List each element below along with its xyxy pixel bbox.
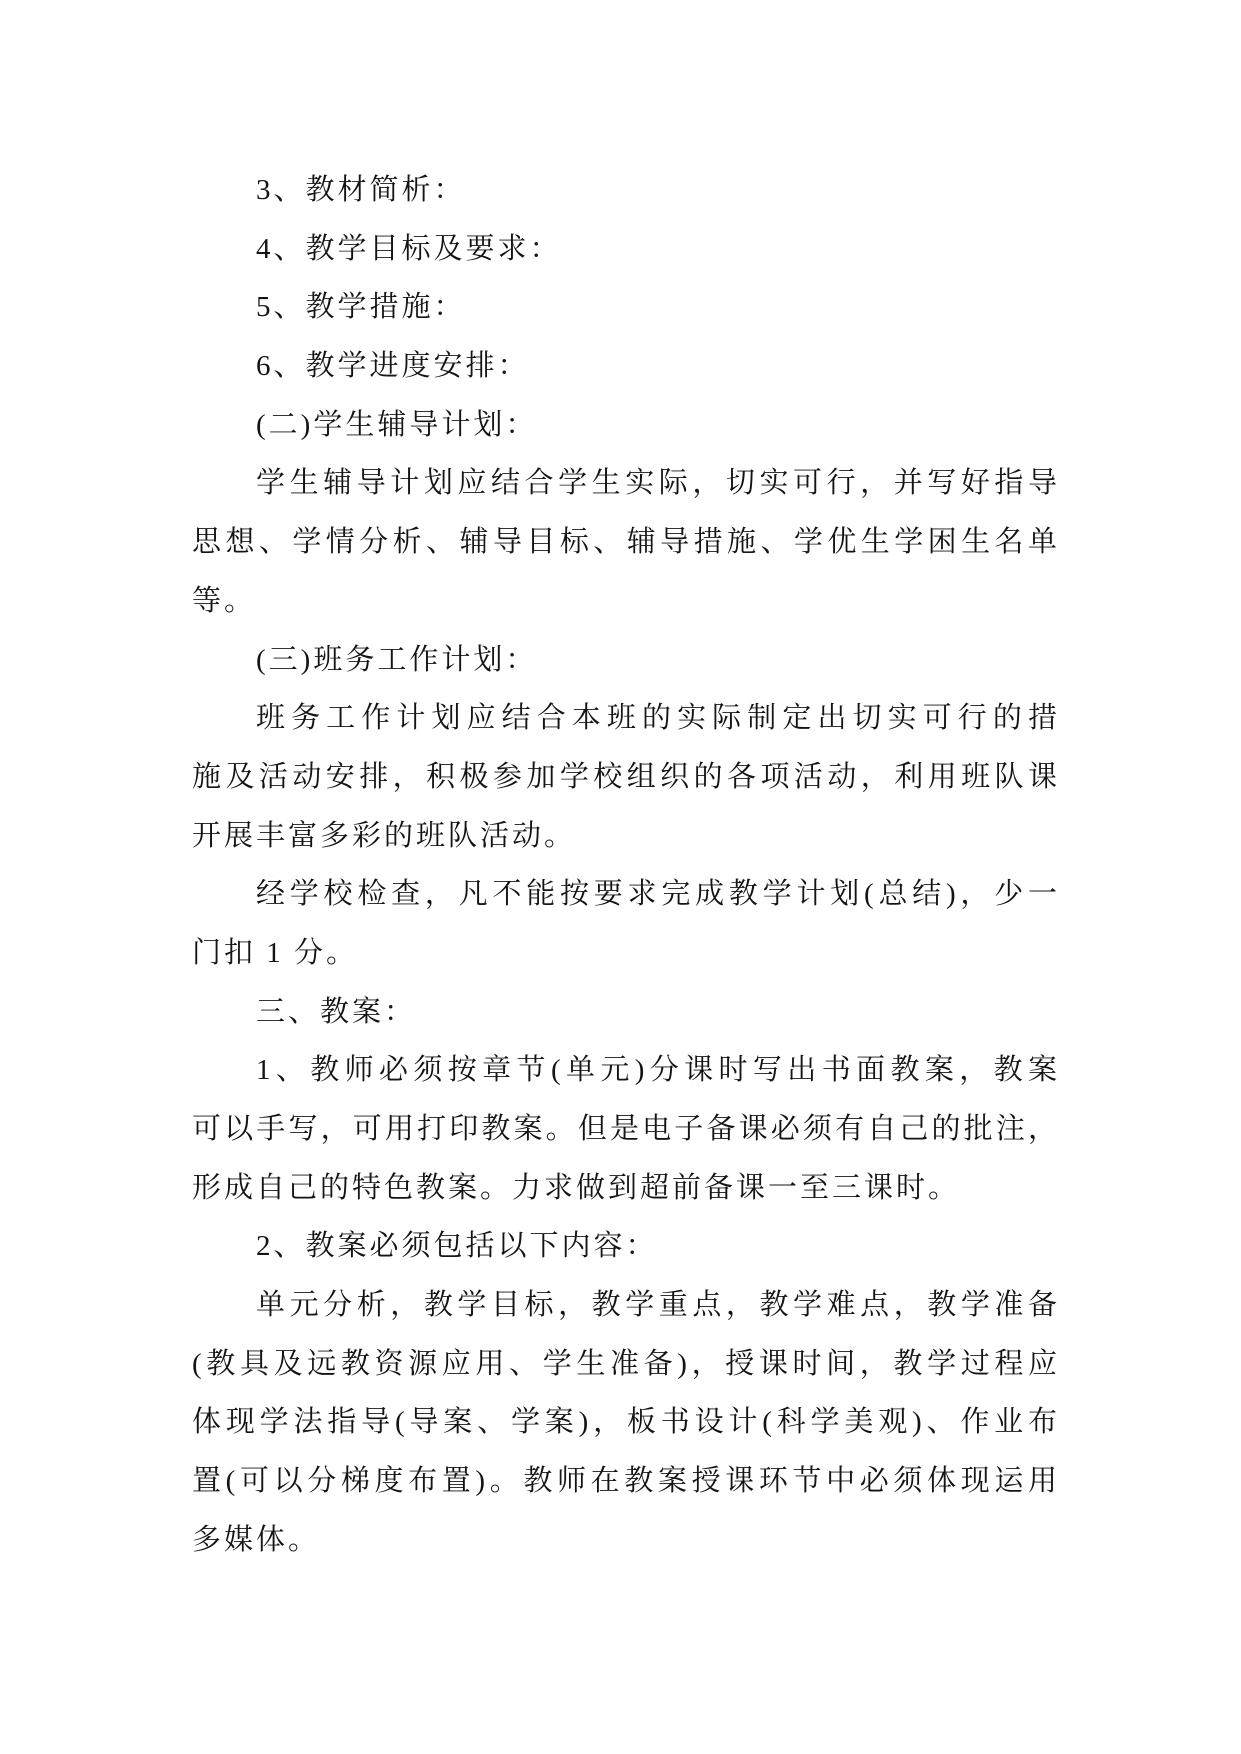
paragraph [192,220,1060,279]
paragraph-line: 门扣 1 分。 [192,936,359,969]
paragraph [192,337,1060,396]
paragraph-line: 经学校检查，凡不能按要求完成教学计划(总结)，少一 [256,878,1060,911]
paragraph [192,454,1060,630]
paragraph-line: 置(可以分梯度布置)。教师在教案授课环节中必须体现运用 [192,1465,1060,1498]
paragraph-line: 1、教师必须按章节(单元)分课时写出书面教案，教案 [256,1054,1060,1087]
paragraph-line: 思想、学情分析、辅导目标、辅导措施、学优生学困生名单 [192,526,1060,559]
paragraph [192,161,1060,220]
paragraph-line: 三、教案： [256,995,417,1028]
paragraph [192,396,1060,455]
paragraph-line: 体现学法指导(导案、学案)，板书设计(科学美观)、作业布 [192,1406,1060,1439]
paragraph [192,865,1060,982]
paragraph-line: 单元分析，教学目标，教学重点，教学难点，教学准备 [256,1289,1060,1322]
paragraph-line: 学生辅导计划应结合学生实际，切实可行，并写好指导 [256,467,1060,500]
paragraph-line: 开展丰富多彩的班队活动。 [192,819,577,852]
paragraph-line: 施及活动安排，积极参加学校组织的各项活动，利用班队课 [192,760,1060,793]
paragraph-line: 4、教学目标及要求： [256,232,562,265]
paragraph [192,983,1060,1042]
paragraph [192,1276,1060,1569]
paragraph [192,1041,1060,1217]
paragraph-line: 等。 [192,584,257,617]
paragraph [192,631,1060,690]
paragraph-line: 5、教学措施： [256,291,466,324]
paragraph [192,1217,1060,1276]
paragraph-line: (三)班务工作计划： [256,643,538,676]
paragraph [192,689,1060,865]
paragraph-line: 2、教案必须包括以下内容： [256,1230,658,1263]
paragraph-line: 形成自己的特色教案。力求做到超前备课一至三课时。 [192,1171,961,1204]
paragraph-line: 可以手写，可用打印教案。但是电子备课必须有自己的批注， [192,1113,1060,1145]
paragraph-line: (二)学生辅导计划： [256,408,538,441]
paragraph-line: 6、教学进度安排： [256,350,530,383]
paragraph-line: 3、教材简析： [256,174,466,206]
document-body [192,161,1060,1570]
paragraph-line: 多媒体。 [192,1523,321,1556]
paragraph-line: 班务工作计划应结合本班的实际制定出切实可行的措 [256,702,1060,735]
paragraph-line: (教具及远教资源应用、学生准备)，授课时间，教学过程应 [192,1347,1060,1380]
paragraph [192,278,1060,337]
